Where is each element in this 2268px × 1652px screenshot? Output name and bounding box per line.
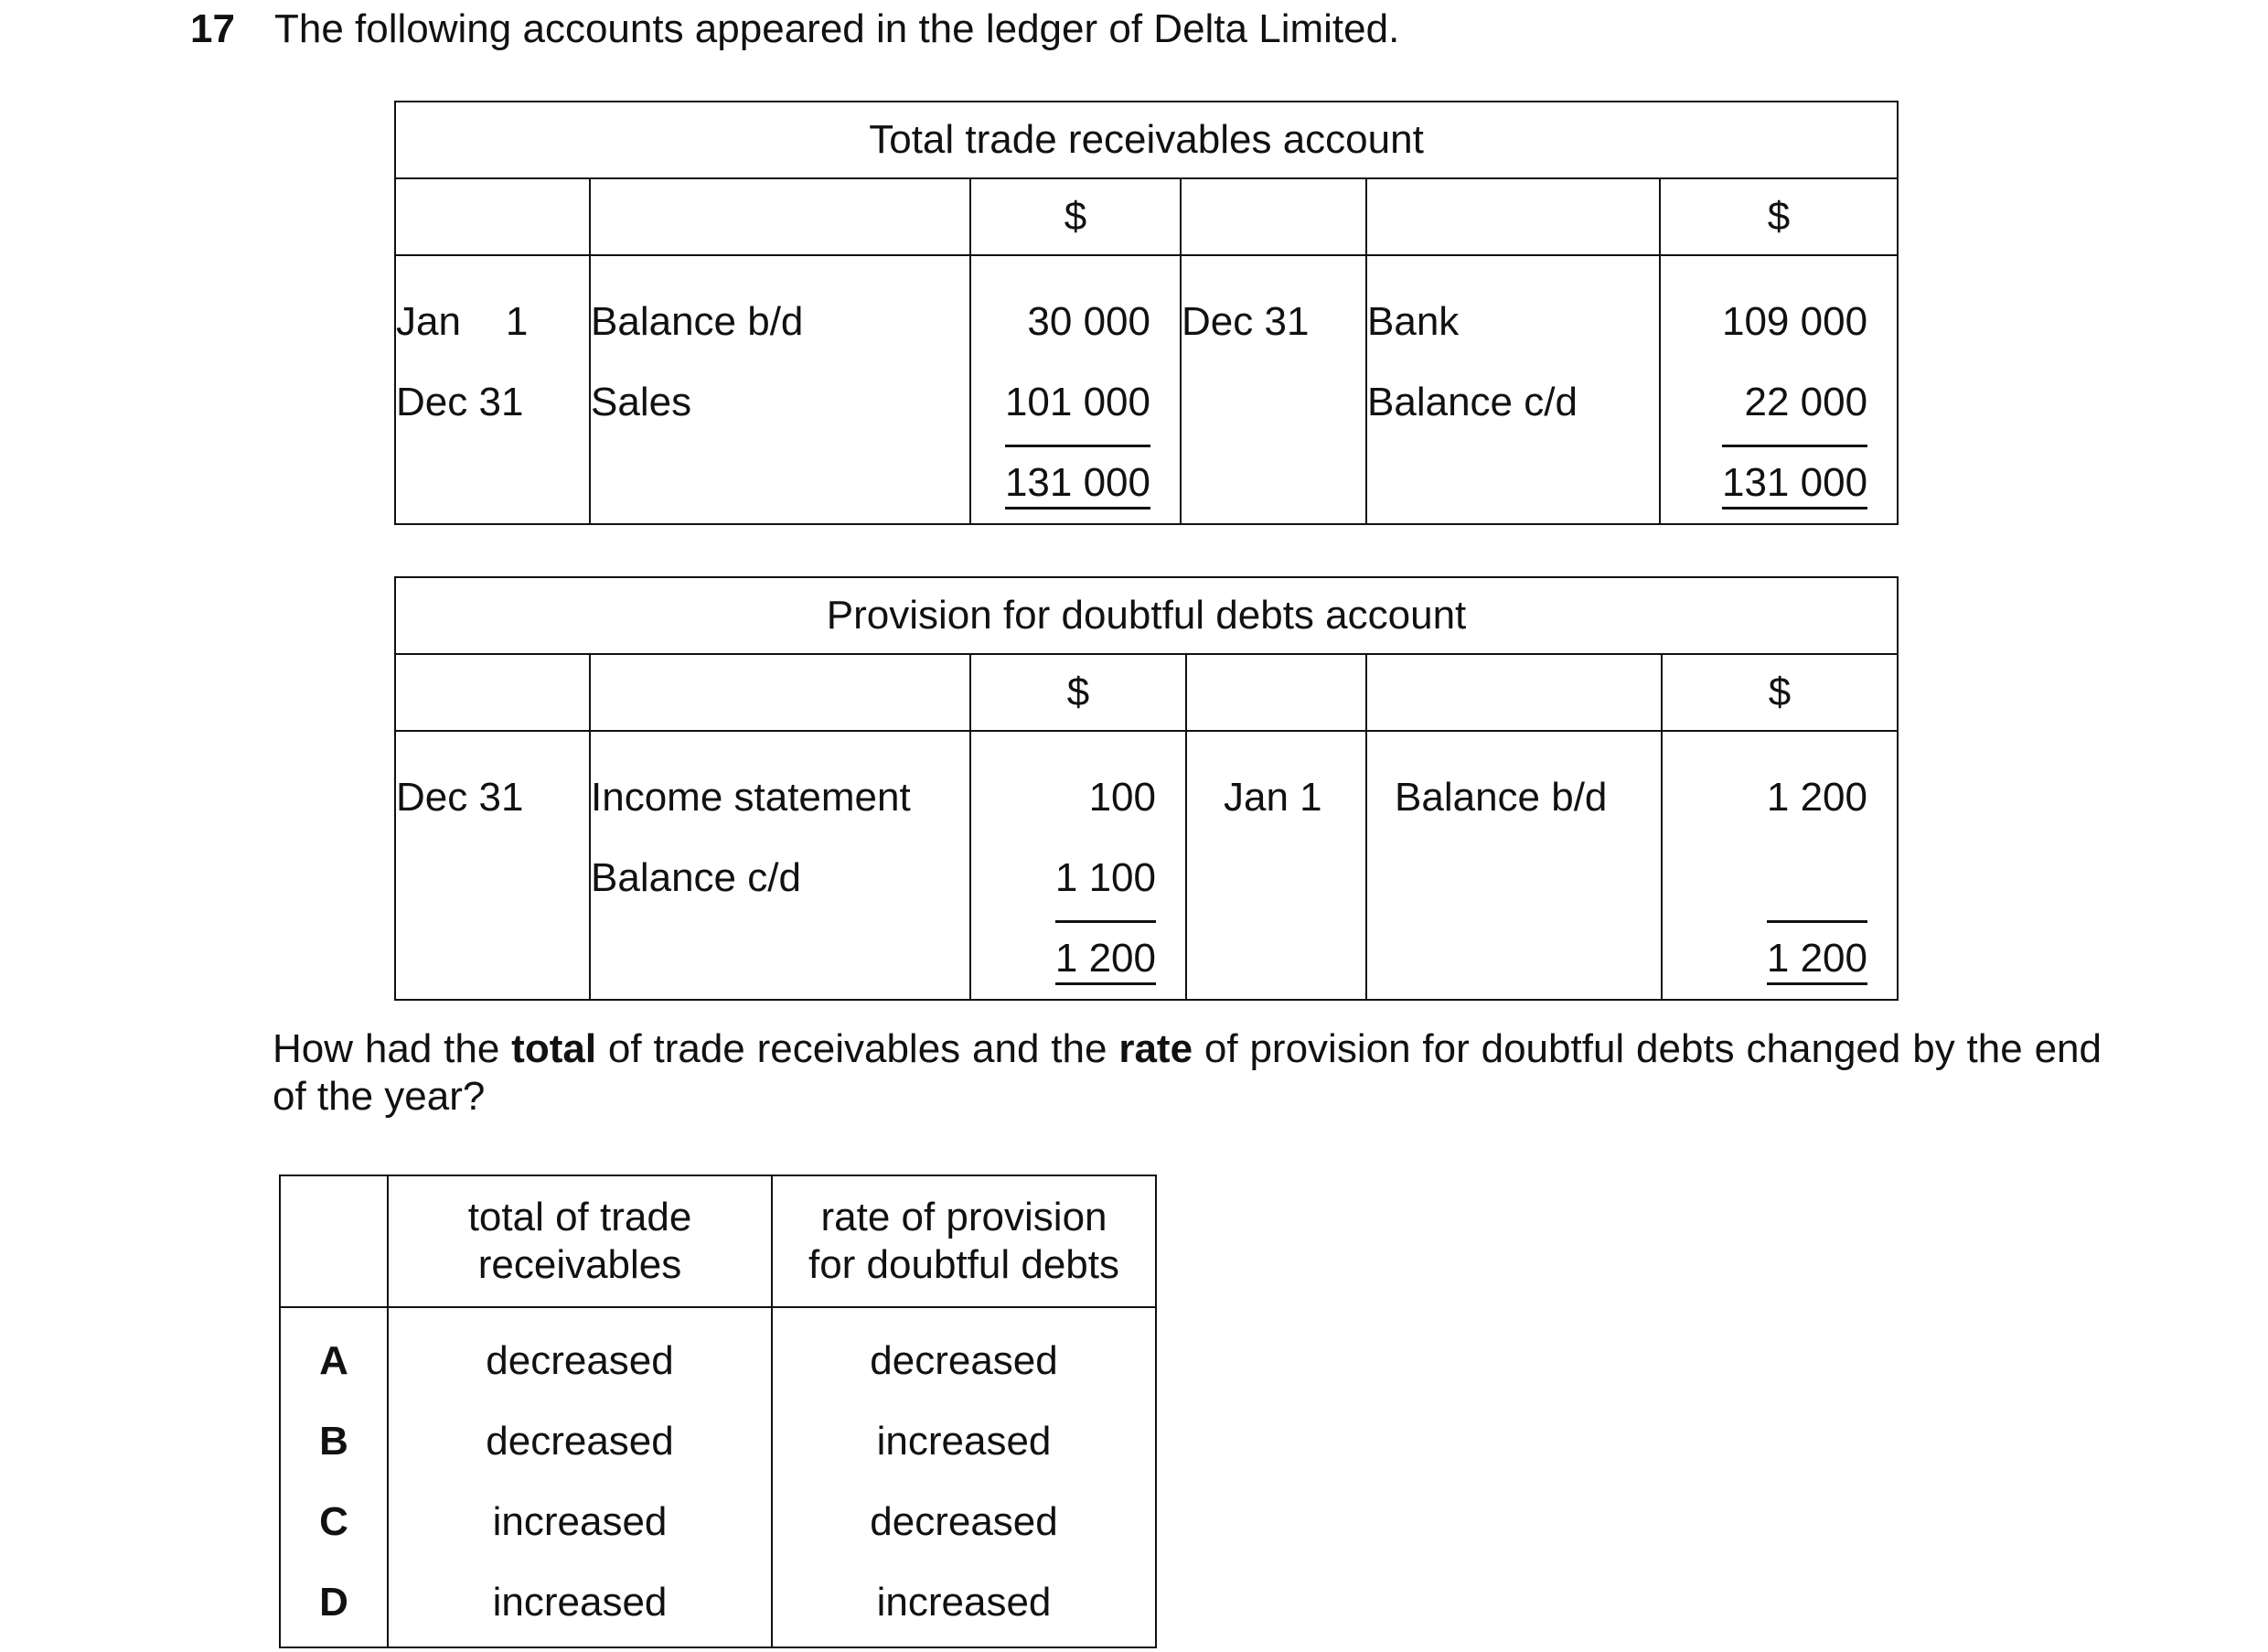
entry-amount: 1 200 [1766,775,1867,820]
option-label-d[interactable]: D [319,1580,348,1625]
question-header [190,4,1399,55]
debit-total: 131 000 [1005,456,1150,510]
stem-text: of provision for doubtful debts changed by the end of the year? [273,1026,2102,1119]
stem-bold-rate: rate [1118,1026,1193,1071]
option-a-total: decreased [486,1338,674,1383]
option-label-c[interactable]: C [319,1499,348,1544]
provision-account-table [394,576,1899,1001]
entry-date: Jan 1 [396,299,529,344]
entry-date: Dec 31 [396,775,524,820]
dollar-sign: $ [970,654,1186,731]
credit-total: 1 200 [1767,931,1867,985]
question-stem [273,1025,2102,1121]
entry-detail: Income statement [591,775,911,820]
entry-date: Dec 31 [1182,299,1310,344]
entry-date: Dec 31 [396,380,524,424]
option-b-rate: increased [876,1419,1052,1464]
option-d-total: increased [492,1580,668,1625]
entry-amount: 30 000 [1027,299,1150,344]
answer-options-table [279,1175,1157,1648]
debit-total: 1 200 [1055,931,1156,985]
receivables-account-title: Total trade receivables account [395,102,1898,178]
dollar-sign: $ [1660,178,1898,255]
question-text: The following accounts appeared in the ledger of Delta Limited. [274,6,1400,51]
option-label-a[interactable]: A [319,1338,348,1383]
entry-date: Jan 1 [1224,775,1322,820]
option-label-b[interactable]: B [319,1419,348,1464]
question-number: 17 [190,6,235,51]
entry-amount: 101 000 [1004,380,1150,424]
entry-amount: 109 000 [1721,299,1868,344]
option-c-rate: decreased [870,1499,1058,1544]
option-d-rate: increased [876,1580,1052,1625]
stem-text: How had the [273,1026,512,1071]
entry-amount: 22 000 [1744,380,1868,424]
stem-text: of trade receivables and the [596,1026,1119,1071]
column-header-total [388,1175,772,1307]
credit-total: 131 000 [1722,456,1867,510]
column-header-rate [772,1175,1156,1307]
entry-detail: Balance b/d [1395,775,1608,820]
entry-amount: 1 100 [1054,855,1156,900]
header-line: rate of provision [820,1195,1107,1239]
receivables-account-table [394,101,1899,525]
header-line: receivables [477,1242,682,1287]
dollar-sign: $ [970,178,1181,255]
option-b-total: decreased [486,1419,674,1464]
entry-detail: Bank [1367,299,1460,344]
option-a-rate: decreased [870,1338,1058,1383]
stem-bold-total: total [511,1026,597,1071]
option-c-total: increased [492,1499,668,1544]
entry-detail: Sales [591,380,692,424]
entry-amount: 100 [1088,775,1156,820]
dollar-sign: $ [1662,654,1898,731]
entry-detail: Balance b/d [591,299,804,344]
provision-account-title: Provision for doubtful debts account [395,577,1898,654]
header-line: total of trade [467,1195,692,1239]
header-line: for doubtful debts [808,1242,1119,1287]
entry-detail: Balance c/d [591,855,801,900]
entry-detail: Balance c/d [1367,380,1578,424]
